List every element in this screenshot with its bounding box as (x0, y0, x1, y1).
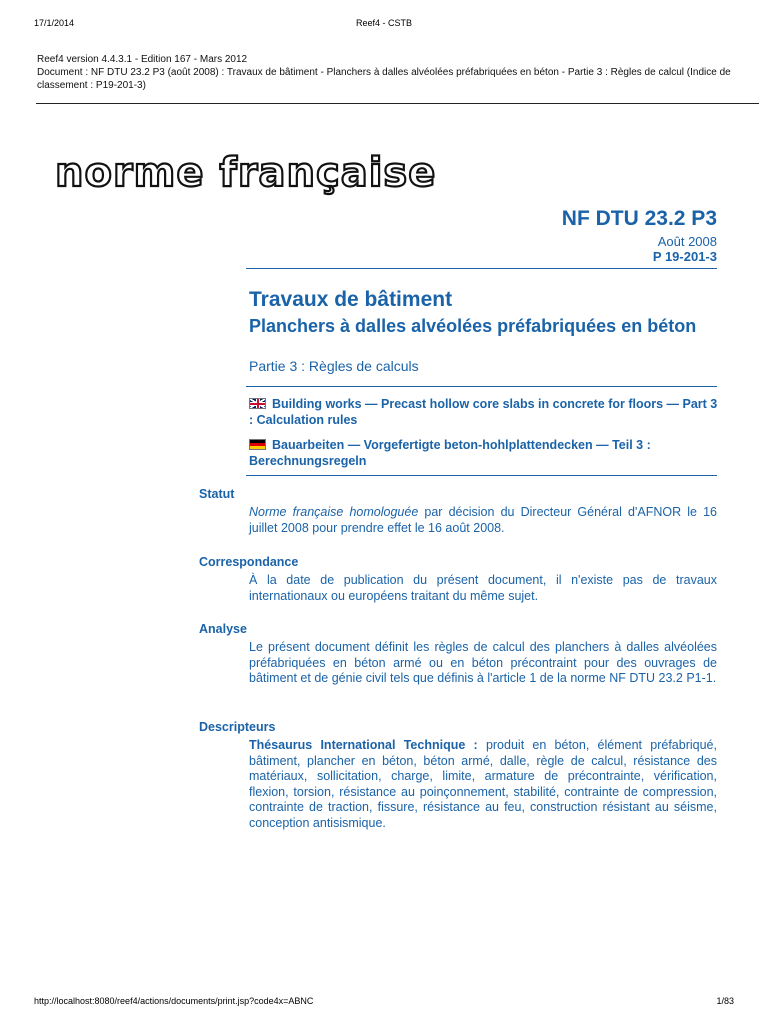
descripteurs-lead: Thésaurus International Technique : (249, 738, 478, 752)
standard-code: NF DTU 23.2 P3 (561, 207, 717, 230)
print-title: Reef4 - CSTB (355, 18, 413, 28)
statut-emphasis: Norme française homologuée (249, 505, 419, 519)
document-meta (37, 53, 737, 92)
meta-divider (36, 103, 759, 104)
footer-page-number: 1/83 (716, 996, 734, 1006)
document-subtitle: Planchers à dalles alvéolées préfabriquées en béton (249, 316, 697, 336)
version-line: Reef4 version 4.4.3.1 - Edition 167 - Mars 2012 (37, 54, 248, 65)
german-title: Bauarbeiten — Vorgefertigte beton-hohlplattendecken — Teil 3 : Berechnungsregeln (249, 438, 651, 468)
english-title: Building works — Precast hollow core slabs in concrete for floors — Part 3 : Calculation rules (249, 397, 718, 427)
statut-text: par décision du Directeur Général d'AFNOR le 16 juillet 2008 pour prendre effet le 16 août 2008. (249, 505, 717, 535)
title-divider (246, 386, 717, 387)
correspondance-label: Correspondance (199, 555, 299, 569)
german-title-block (249, 437, 719, 469)
header-divider (246, 268, 717, 269)
analyse-label: Analyse (199, 622, 247, 636)
document-title: Travaux de bâtiment (249, 288, 453, 311)
analyse-text: Le présent document définit les règles de calcul des planchers à dalles alvéolées préfabriquées en béton armé ou en béton précontraint pour des ouvrages de bâtiment et de génie civil tels que définis à l'article 1 de la norme NF DTU 23.2 P1-1. (249, 640, 717, 685)
descripteurs-text: produit en béton, élément préfabriqué, bâtiment, plancher en béton, béton armé, dalle, règle de calcul, résistance des matériaux, sollicitation, charge, limite, armature de précontrainte, vérification, flexion, torsion, résistance au poinçonnement, stabilité, contrainte de compression, contrainte de traction, fissure, résistance au feu, construction résistant au séisme, conception antisismique. (249, 738, 717, 830)
classification-index: P 19-201-3 (652, 249, 717, 264)
uk-flag-icon (249, 398, 266, 409)
languages-divider (246, 475, 717, 476)
german-flag-icon (249, 439, 266, 450)
descripteurs-label: Descripteurs (199, 720, 276, 734)
standard-date: Août 2008 (657, 234, 717, 249)
english-title-block (249, 396, 719, 428)
print-date: 17/1/2014 (34, 18, 75, 28)
descripteurs-body (249, 738, 717, 831)
footer-url: http://localhost:8080/reef4/actions/documents/print.jsp?code4x=ABNC (34, 996, 314, 1006)
statut-body (249, 505, 717, 536)
correspondance-text: À la date de publication du présent document, il n'existe pas de travaux internationaux ou européens traitant du même sujet. (249, 573, 717, 603)
norme-francaise-title: norme française (55, 150, 437, 196)
document-part: Partie 3 : Règles de calculs (249, 358, 419, 374)
statut-label: Statut (199, 487, 235, 501)
document-line: Document : NF DTU 23.2 P3 (août 2008) : Travaux de bâtiment - Planchers à dalles alvéolées préfabriquées en béton - Partie 3 : Règles de calcul (Indice de classement : P19-201-3) (37, 67, 731, 91)
